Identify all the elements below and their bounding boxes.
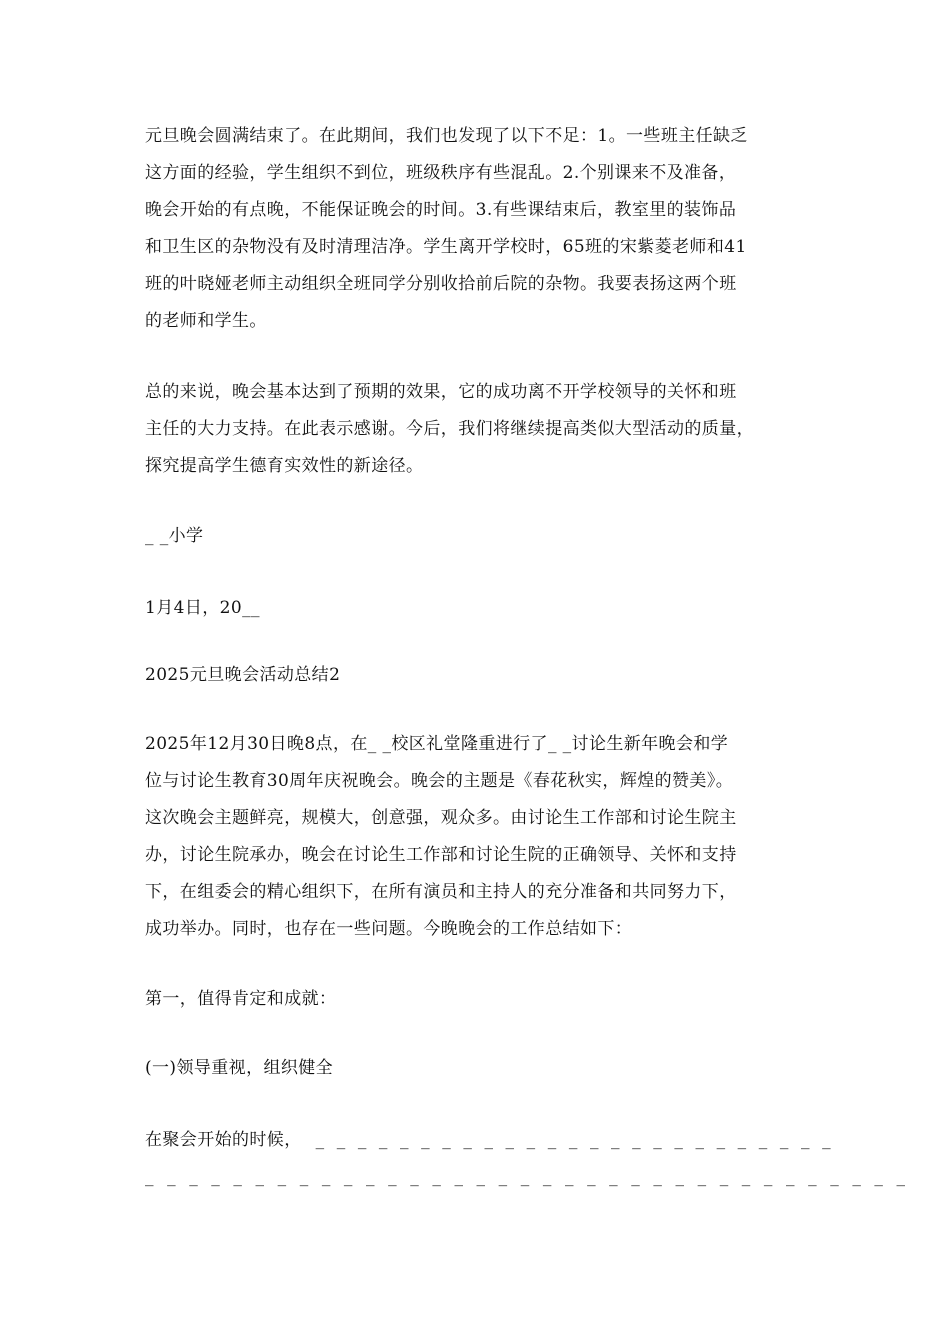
- text-line: 班的叶晓娅老师主动组织全班同学分别收拾前后院的杂物。我要表扬这两个班: [145, 274, 737, 294]
- paragraph-shortcomings: [145, 118, 810, 340]
- paragraph-event-summary: [145, 726, 810, 948]
- heading-leadership: (一)领导重视，组织健全: [145, 1058, 334, 1078]
- signature-date: 1月4日，20__: [145, 598, 260, 618]
- paragraph-conclusion: [145, 374, 810, 485]
- heading-achievements: 第一，值得肯定和成就：: [145, 989, 337, 1009]
- text-line: 总的来说，晚会基本达到了预期的效果，它的成功离不开学校领导的关怀和班: [145, 382, 737, 402]
- signature-school: _ _小学: [145, 526, 204, 546]
- section-title: 2025元旦晚会活动总结2: [145, 665, 341, 685]
- fill-in-blank: _ _ _ _ _ _ _ _ _ _ _ _ _ _ _ _ _ _ _ _ _ _ _ _ _ _ _ _ _ _ _ _ _ _ _: [145, 1167, 910, 1187]
- text-line: 位与讨论生教育30周年庆祝晚会。晚会的主题是《春花秋实，辉煌的赞美》。: [145, 771, 734, 791]
- text-line: 这次晚会主题鲜亮，规模大，创意强，观众多。由讨论生工作部和讨论生院主: [145, 808, 737, 828]
- fill-in-blank: _ _ _ _ _ _ _ _ _ _ _ _ _ _ _ _ _ _ _ _ _ _ _ _ _: [315, 1130, 835, 1150]
- text-line: 元旦晚会圆满结束了。在此期间，我们也发现了以下不足：1。一些班主任缺乏: [145, 126, 748, 146]
- text-line: 主任的大力支持。在此表示感谢。今后，我们将继续提高类似大型活动的质量，: [145, 419, 754, 439]
- paragraph-party-start: [145, 1122, 910, 1196]
- text-line: 的老师和学生。: [145, 311, 267, 331]
- text-line: 2025年12月30日晚8点，在_ _校区礼堂隆重进行了_ _讨论生新年晚会和学: [145, 734, 729, 754]
- text-line: 晚会开始的有点晚，不能保证晚会的时间。3.有些课结束后，教室里的装饰品: [145, 200, 737, 220]
- lead-text: 在聚会开始的时候，: [145, 1130, 302, 1150]
- text-line: 和卫生区的杂物没有及时清理洁净。学生离开学校时，65班的宋紫菱老师和41: [145, 237, 747, 257]
- text-line: 探究提高学生德育实效性的新途径。: [145, 456, 424, 476]
- text-line: 这方面的经验，学生组织不到位，班级秩序有些混乱。2.个别课来不及准备，: [145, 163, 737, 183]
- text-line: 办，讨论生院承办，晚会在讨论生工作部和讨论生院的正确领导、关怀和支持: [145, 845, 737, 865]
- text-line: 成功举办。同时，也存在一些问题。今晚晚会的工作总结如下：: [145, 919, 633, 939]
- text-line: 下，在组委会的精心组织下，在所有演员和主持人的充分准备和共同努力下，: [145, 882, 737, 902]
